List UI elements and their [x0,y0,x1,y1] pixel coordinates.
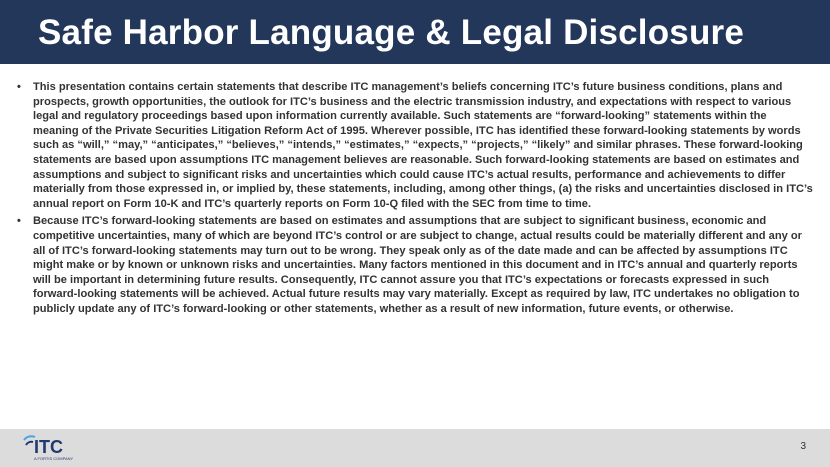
title-banner [0,0,830,64]
itc-logo-icon [22,433,92,463]
logo-swoosh-inner [26,442,33,445]
page-number: 3 [800,441,806,452]
bullet-icon: • [17,215,21,228]
disclosure-paragraph [14,80,814,211]
logo-wordmark: ITC [34,437,63,457]
itc-logo [22,433,92,463]
paragraph-text: This presentation contains certain statements that describe ITC management’s beliefs concerning ITC’s future business conditions, plans and prospects, growth opportunities, the outlook for ITC’s business and the electric transmission industry, and expectations with respect to various legal and regulatory proceedings based upon information currently available. Such statements are “forward-looking” statements within the meaning of the Private Securities Litigation Reform Act of 1995. Wherever possible, ITC has identified these forward-looking statements by words such as “will,” “may,” “anticipates,” “believes,” “intends,” “estimates,” “expects,” “projects,” “likely” and similar phrases. These forward-looking statements are based upon assumptions ITC management believes are reasonable. Such forward-looking statements are based on estimates and assumptions and subject to significant risks and uncertainties which could cause ITC’s actual results, performance and achievements to differ materially from those expressed in, or implied by, these statements, including, among other things, (a) the risks and uncertainties disclosed in ITC’s annual report on Form 10-K and ITC’s quarterly reports on Form 10-Q filed with the SEC from time to time. [33,81,813,210]
slide-title: Safe Harbor Language & Legal Disclosure [38,13,745,52]
disclosure-paragraph [14,214,814,316]
bullet-icon: • [17,81,21,93]
logo-tagline: A FORTIS COMPANY [34,456,74,461]
disclosure-body [14,80,814,320]
paragraph-text: Because ITC’s forward-looking statements are based on estimates and assumptions that are subject to significant business, economic and competitive uncertainties, many of which are beyond ITC’s control or are subject to change, actual results could be materially different and any or all of ITC’s forward-looking statements may turn out to be wrong. They speak only as of the date made and can be affected by assumptions ITC might make or by known or unknown risks and uncertainties. Many factors mentioned in this document and in ITC’s annual and quarterly reports will be important in determining future results. Consequently, ITC cannot assure you that ITC’s expectations or forecasts expressed in such forward-looking statements will be achieved. Actual future results may vary materially. Except as required by law, ITC undertakes no obligation to publicly update any of ITC’s forward-looking or other statements, whether as a result of new information, future events, or otherwise. [33,215,802,315]
footer-bar [0,429,830,467]
